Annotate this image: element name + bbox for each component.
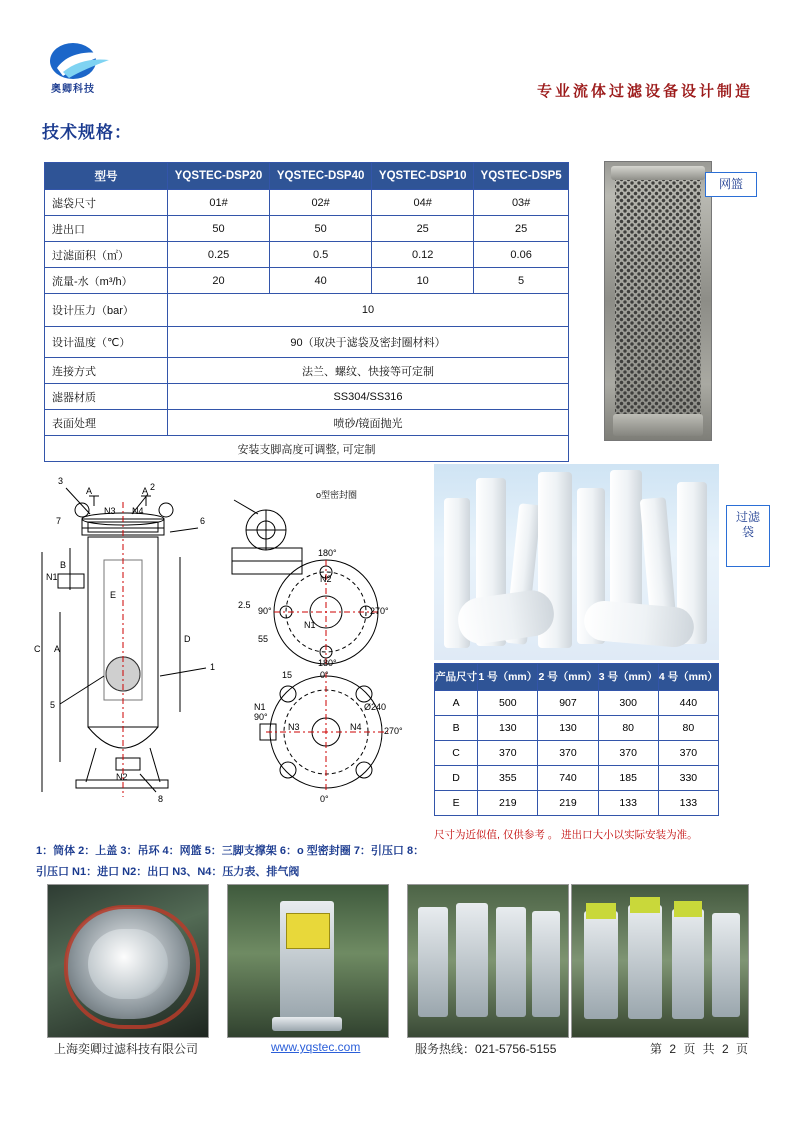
table-row xyxy=(45,410,569,436)
spec-cell: 0.12 xyxy=(372,242,474,268)
footer-website-link[interactable]: www.yqstec.com xyxy=(271,1040,361,1054)
page-title: 技术规格： xyxy=(42,123,132,142)
table-row xyxy=(435,691,719,716)
dim-cell: 440 xyxy=(658,691,718,716)
dim-row-label: C xyxy=(435,741,478,766)
product-photo-1 xyxy=(47,884,209,1038)
drawing-label-sectionA2: A xyxy=(142,486,149,496)
drawing-label-3: 3 xyxy=(58,476,64,486)
dim-cell: 133 xyxy=(658,791,718,816)
dim-cell: 130 xyxy=(538,716,598,741)
drawing-label-N1b: N1 xyxy=(304,620,316,630)
table-row xyxy=(45,436,569,462)
basket-base xyxy=(613,414,703,436)
spec-cell: 0.5 xyxy=(270,242,372,268)
dim-header-cell: 产品尺寸 xyxy=(435,664,478,691)
logo-text: 奥卿科技 xyxy=(51,84,95,95)
dim-cell: 907 xyxy=(538,691,598,716)
page-header xyxy=(0,0,793,110)
spec-cell: 50 xyxy=(168,216,270,242)
filter-basket-photo xyxy=(604,161,712,441)
dim-cell: 219 xyxy=(478,791,538,816)
drawing-label-N3b: N3 xyxy=(288,722,300,732)
table-row xyxy=(435,664,719,691)
company-logo xyxy=(45,42,127,102)
drawing-label-C: C xyxy=(34,644,41,654)
spec-header-cell: YQSTEC-DSP10 xyxy=(372,163,474,190)
drawing-label-8: 8 xyxy=(158,794,164,804)
spec-header-cell: YQSTEC-DSP5 xyxy=(474,163,569,190)
spec-cell: 90（取决于滤袋及密封圈材料） xyxy=(168,327,569,358)
drawing-label-D: D xyxy=(184,634,191,644)
dim-cell: 330 xyxy=(658,766,718,791)
spec-cell: 50 xyxy=(270,216,372,242)
drawing-label-55: 55 xyxy=(258,634,269,644)
spec-row-label: 过滤面积（㎡） xyxy=(45,242,168,268)
basket-mesh xyxy=(615,180,701,425)
dim-cell: 370 xyxy=(478,741,538,766)
spec-cell: 04# xyxy=(372,190,474,216)
spec-row-label: 进出口 xyxy=(45,216,168,242)
drawing-label-A: A xyxy=(54,644,61,654)
drawing-label-d240: Ø240 xyxy=(364,702,387,712)
dim-cell: 355 xyxy=(478,766,538,791)
spec-table xyxy=(44,162,569,462)
drawing-label-2p5: 2.5 xyxy=(238,600,251,610)
dim-row-label: B xyxy=(435,716,478,741)
drawing-label-2: 2 xyxy=(150,482,156,492)
legend-line-2: 引压口 N1：进口 N2：出口 N3、N4：压力表、排气阀 xyxy=(36,865,300,878)
table-row xyxy=(435,741,719,766)
basket-rim xyxy=(611,166,705,180)
dim-cell: 185 xyxy=(598,766,658,791)
spec-header-cell: YQSTEC-DSP40 xyxy=(270,163,372,190)
spec-cell: 喷砂/镜面抛光 xyxy=(168,410,569,436)
spec-cell: 40 xyxy=(270,268,372,294)
dimension-table-container xyxy=(434,663,719,816)
dim-cell: 300 xyxy=(598,691,658,716)
drawing-label-0a: 0° xyxy=(320,670,329,680)
dim-cell: 219 xyxy=(538,791,598,816)
drawing-label-1: 1 xyxy=(210,662,216,672)
table-row xyxy=(435,766,719,791)
drawing-label-180b: 180° xyxy=(318,658,337,668)
drawing-svg xyxy=(20,462,430,822)
product-photo-strip xyxy=(47,884,747,1036)
spec-row-label: 表面处理 xyxy=(45,410,168,436)
footer-company: 上海奕卿过滤科技有限公司 xyxy=(54,1042,199,1056)
dim-header-cell: 4 号（mm） xyxy=(658,664,718,691)
spec-row-label: 设计温度（℃） xyxy=(45,327,168,358)
table-row xyxy=(45,163,569,190)
spec-row-label: 设计压力（bar） xyxy=(45,294,168,327)
spec-cell: 0.25 xyxy=(168,242,270,268)
legend-line-1: 1：筒体 2：上盖 3：吊环 4：网篮 5：三脚支撑架 6：o 型密封圈 7：引压口 8： xyxy=(36,845,425,857)
spec-cell: 0.06 xyxy=(474,242,569,268)
spec-header-cell: YQSTEC-DSP20 xyxy=(168,163,270,190)
spec-table-container xyxy=(44,162,569,462)
spec-cell: 01# xyxy=(168,190,270,216)
drawing-label-N2: N2 xyxy=(116,772,128,782)
table-row xyxy=(45,384,569,410)
technical-drawing xyxy=(20,462,430,822)
spec-cell: 25 xyxy=(372,216,474,242)
drawing-label-6: 6 xyxy=(200,516,206,526)
drawing-label-N1c: N1 xyxy=(254,702,266,712)
spec-row-label: 连接方式 xyxy=(45,358,168,384)
spec-row-label: 滤袋尺寸 xyxy=(45,190,168,216)
dim-cell: 370 xyxy=(658,741,718,766)
drawing-label-N4: N4 xyxy=(132,506,144,516)
dim-cell: 133 xyxy=(598,791,658,816)
drawing-label-7: 7 xyxy=(56,516,62,526)
drawing-label-N3: N3 xyxy=(104,506,116,516)
footer-hotline: 服务热线：021-5756-5155 xyxy=(415,1042,557,1056)
spec-row-label: 滤器材质 xyxy=(45,384,168,410)
dim-row-label: D xyxy=(435,766,478,791)
spec-cell: 10 xyxy=(168,294,569,327)
table-row xyxy=(45,294,569,327)
filter-bags-photo xyxy=(434,464,719,660)
table-row xyxy=(45,216,569,242)
dim-cell: 740 xyxy=(538,766,598,791)
dim-cell: 80 xyxy=(658,716,718,741)
spec-cell: SS304/SS316 xyxy=(168,384,569,410)
drawing-label-15: 15 xyxy=(282,670,293,680)
drawing-label-270b: 270° xyxy=(384,726,403,736)
table-row xyxy=(435,791,719,816)
dim-cell: 500 xyxy=(478,691,538,716)
table-row xyxy=(45,358,569,384)
dim-cell: 370 xyxy=(538,741,598,766)
table-row xyxy=(45,327,569,358)
dim-cell: 370 xyxy=(598,741,658,766)
product-photo-2 xyxy=(227,884,389,1038)
drawing-label-oring: o型密封圈 xyxy=(316,490,358,500)
spec-cell: 02# xyxy=(270,190,372,216)
drawing-label-sectionA: A xyxy=(86,486,93,496)
drawing-label-N4b: N4 xyxy=(350,722,362,732)
drawing-label-N2b: N2 xyxy=(320,574,332,584)
drawing-label-N1: N1 xyxy=(46,572,58,582)
spec-cell: 5 xyxy=(474,268,569,294)
header-slogan: 专业流体过滤设备设计制造 xyxy=(536,82,753,100)
product-photo-3 xyxy=(407,884,569,1038)
dim-header-cell: 2 号（mm） xyxy=(538,664,598,691)
page-footer xyxy=(0,1040,793,1074)
dim-cell: 80 xyxy=(598,716,658,741)
dim-header-cell: 3 号（mm） xyxy=(598,664,658,691)
drawing-label-270a: 270° xyxy=(370,606,389,616)
spec-cell: 法兰、螺纹、快接等可定制 xyxy=(168,358,569,384)
spec-cell: 03# xyxy=(474,190,569,216)
callout-bags: 过滤袋 xyxy=(726,505,770,567)
drawing-label-0b: 0° xyxy=(320,794,329,804)
footer-page-number: 第 2 页 共 2 页 xyxy=(650,1042,751,1056)
dim-row-label: E xyxy=(435,791,478,816)
dim-cell: 130 xyxy=(478,716,538,741)
table-row xyxy=(45,242,569,268)
dim-header-cell: 1 号（mm） xyxy=(478,664,538,691)
spec-cell: 25 xyxy=(474,216,569,242)
drawing-label-B: B xyxy=(60,560,67,570)
product-photo-4 xyxy=(571,884,749,1038)
drawing-label-5: 5 xyxy=(50,700,56,710)
drawing-label-E: E xyxy=(110,590,117,600)
callout-basket: 网篮 xyxy=(705,172,757,197)
drawing-label-90b: 90° xyxy=(254,712,268,722)
table-row xyxy=(45,268,569,294)
dim-row-label: A xyxy=(435,691,478,716)
drawing-label-90a: 90° xyxy=(258,606,272,616)
spec-row-label: 流量-水（m³/h） xyxy=(45,268,168,294)
logo-swirl-icon xyxy=(49,42,111,82)
parts-legend xyxy=(36,841,456,883)
spec-cell: 10 xyxy=(372,268,474,294)
drawing-label-180a: 180° xyxy=(318,548,337,558)
spec-footer-note: 安装支脚高度可调整, 可定制 xyxy=(45,436,569,462)
spec-cell: 20 xyxy=(168,268,270,294)
spec-header-cell: 型号 xyxy=(45,163,168,190)
dimension-table xyxy=(434,663,719,816)
table-row xyxy=(45,190,569,216)
dimension-note: 尺寸为近似值, 仅供参考 。 进出口大小以实际安装为准。 xyxy=(434,829,698,841)
table-row xyxy=(435,716,719,741)
